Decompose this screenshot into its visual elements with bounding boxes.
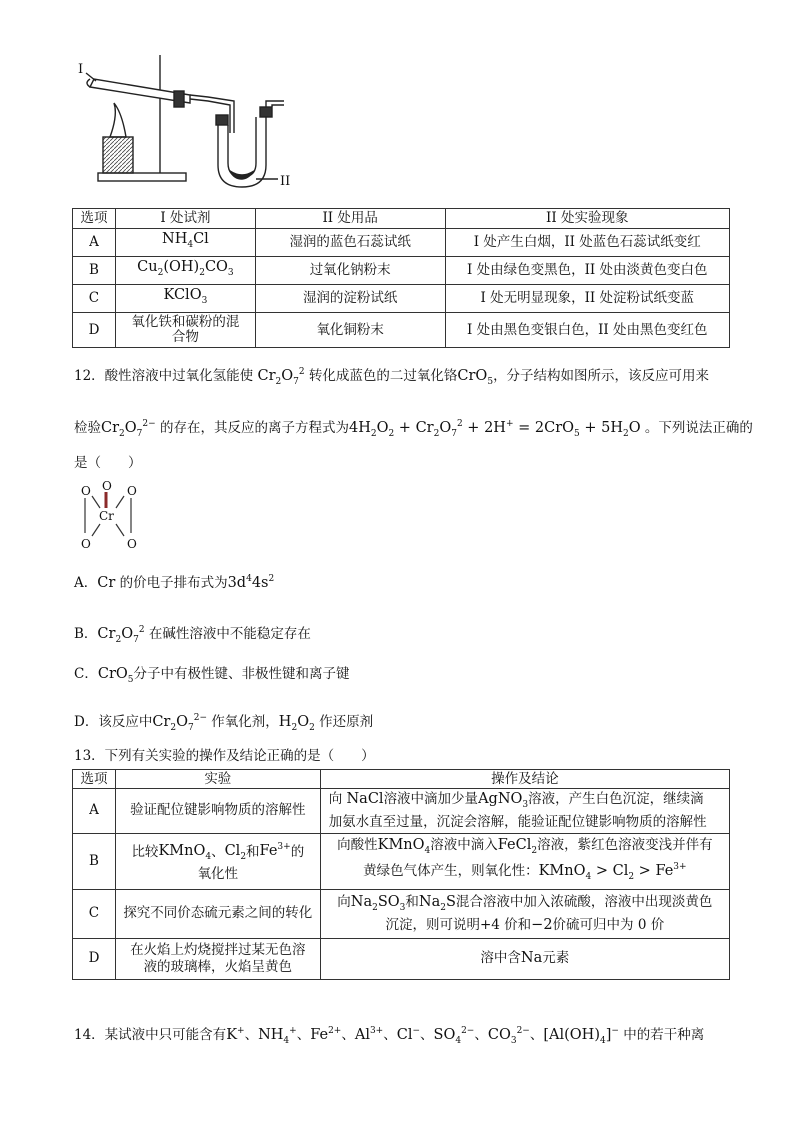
option-cell: C [73,889,116,938]
q12-option-d[interactable]: D．该反应中$Cr_2O_7^{2-}$ 作氧化剂，$H_2O_2$ 作还原剂 [74,713,374,733]
item-cell: 氧化铜粉末 [255,313,445,348]
header-cell: II 处实验现象 [445,209,729,229]
operation-cell: 溶中含Na元素 [320,938,729,979]
q13-table [72,769,730,980]
experiment-cell: 探究不同价态硫元素之间的转化 [115,889,320,938]
operation-cell: 向$Na_2SO_3$和$Na_2S$混合溶液中加入浓硫酸，溶液中出现淡黄色 沉淀，则可说明+4 价和−2价硫可归中为 0 价 [320,889,729,938]
q12-line3: 是（ ） [74,455,142,471]
phenomenon-cell: I 处无明显现象，II 处淀粉试纸变蓝 [445,285,729,313]
option-cell: D [73,938,116,979]
table-header [73,770,730,789]
q11-table [72,208,730,348]
reagent-cell: $NH_4Cl$ [115,229,255,257]
formula-cro5: CrO$_5$ [457,367,494,387]
header-cell: I 处试剂 [115,209,255,229]
item-cell: 湿润的淀粉试纸 [255,285,445,313]
table-row [73,313,730,348]
cro5-structure [72,478,152,552]
experiment-cell: 验证配位键影响物质的溶解性 [115,789,320,834]
q14-line1: 14．某试液中只可能含有K+、$NH_4^+$、$Fe^{2+}$、$Al^{3+}$、Cl−、$SO_4^{2-}$、$CO_3^{2-}$、$[Al(OH)_4]^-$ 中的若干种离 [74,1026,705,1046]
svg-text:O: O [81,484,91,498]
q12-option-b[interactable]: B．$Cr_2O_7^2$ 在碱性溶液中不能稳定存在 [74,625,311,645]
svg-text:O: O [127,537,137,551]
table-row [73,257,730,285]
table-row [73,285,730,313]
phenomenon-cell: I 处由绿色变黑色，II 处由淡黄色变白色 [445,257,729,285]
header-cell: 选项 [73,770,116,789]
header-cell: 选项 [73,209,116,229]
table-row [73,889,730,938]
table-row [73,789,730,834]
table-header [73,209,730,229]
reagent-cell: 氧化铁和碳粉的混合物 [115,313,255,348]
table-row [73,833,730,889]
item-cell: 过氧化钠粉末 [255,257,445,285]
label-I: I [78,62,84,77]
operation-cell: 向 NaCl溶液中滴加少量AgNO$_3$溶液，产生白色沉淀，继续滴 加氨水直至过量，沉淀会溶解，能验证配位键影响物质的溶解性 [320,789,729,834]
apparatus-figure [70,45,320,205]
option-cell: D [73,313,116,348]
table-row [73,229,730,257]
svg-text:O: O [102,479,112,493]
option-cell: A [73,789,116,834]
svg-text:O: O [127,484,137,498]
table-row [73,938,730,979]
q12-line1: 12．酸性溶液中过氧化氢能使 $Cr_2O_7^2$ 转化成蓝色的二过氧化铬CrO$_5$，分子结构如图所示，该反应可用来 [74,367,710,387]
q12-option-a[interactable]: A．Cr 的价电子排布式为$3d^44s^2$ [74,574,275,591]
header-cell: 实验 [115,770,320,789]
operation-cell: 向酸性KMnO$_4$溶液中滴入FeCl$_2$溶液，紫红色溶液变浅并伴有 黄绿色气体产生，则氧化性：KMnO$_4$ > $Cl_2 > Fe^{3+}$ [320,833,729,889]
option-cell: A [73,229,116,257]
formula-cr2o7: $Cr_2O_7^2$ [257,367,305,387]
q13-stem: 13．下列有关实验的操作及结论正确的是（ ） [74,748,375,764]
label-II: II [280,174,291,189]
formula-cr2o7: $Cr_2O_7^{2-}$ [101,419,156,439]
option-cell: C [73,285,116,313]
experiment-cell: 比较KMnO$_4$、$Cl_2$和$Fe^{3+}$的 氧化性 [115,833,320,889]
header-cell: II 处用品 [255,209,445,229]
phenomenon-cell: I 处由黑色变银白色，II 处由黑色变红色 [445,313,729,348]
reagent-cell: $Cu_2(OH)_2CO_3$ [115,257,255,285]
q12-line2: 检验$Cr_2O_7^{2-}$ 的存在，其反应的离子方程式为$4H_2O_2 + Cr_2O_7^2 + 2H^+ = 2CrO_5 + 5H_2O$ 。下列说法正确的 [74,419,753,439]
option-cell: B [73,833,116,889]
experiment-cell: 在火焰上灼烧搅拌过某无色溶液的玻璃棒，火焰呈黄色 [115,938,320,979]
option-cell: B [73,257,116,285]
svg-text:O: O [81,537,91,551]
phenomenon-cell: I 处产生白烟，II 处蓝色石蕊试纸变红 [445,229,729,257]
reagent-cell: KClO$_3$ [115,285,255,313]
item-cell: 湿润的蓝色石蕊试纸 [255,229,445,257]
ionic-equation: $4H_2O_2 + Cr_2O_7^2 + 2H^+ = 2CrO_5 + 5H_2O$ [348,419,641,439]
q12-option-c[interactable]: C．CrO$_5$分子中有极性键、非极性键和离子键 [74,666,350,685]
header-cell: 操作及结论 [320,770,729,789]
svg-text:Cr: Cr [99,509,114,523]
